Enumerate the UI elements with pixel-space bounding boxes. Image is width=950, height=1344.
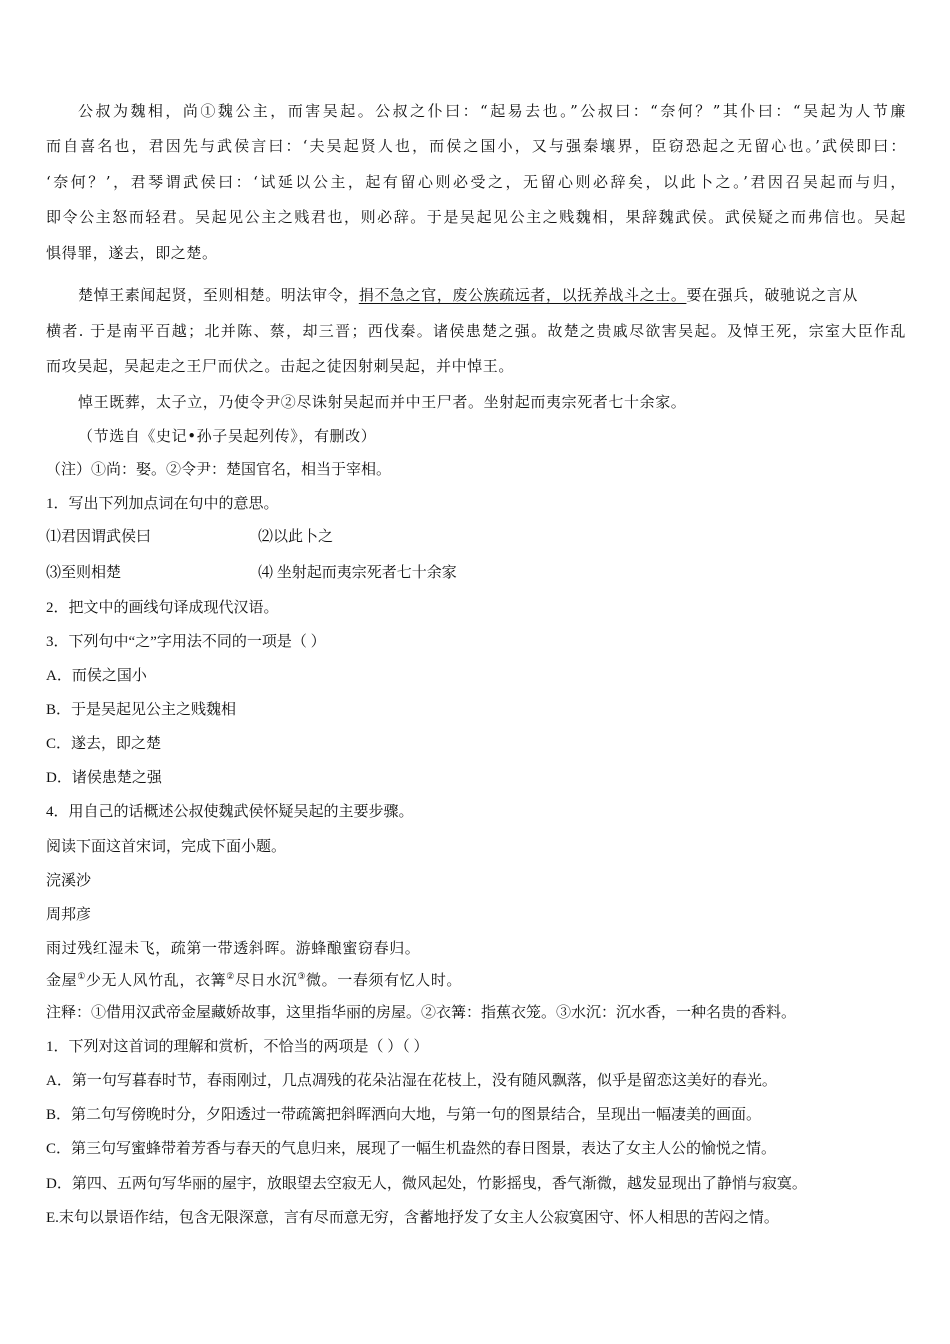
- underlined-sentence: 捐不急之官，废公族疏远者，以抚养战斗之士。: [358, 286, 687, 304]
- poem-line-1: 雨过残红湿未飞，疏第一带透斜晖。游蜂酿蜜窃春归。: [46, 939, 421, 957]
- poem-notes: 注释：①借用汉武帝金屋藏娇故事，这里指华丽的房屋。②衣篝：指蕉衣笼。③水沉：沉水香，一种名贵的香料。: [46, 1005, 797, 1021]
- question-1-item-c: ⑶至则相楚: [46, 565, 122, 581]
- poem-option-a: A．第一句写暮春时节，春雨刚过，几点凋残的花朵沾湿在花枝上，没有随风飘落，似乎是留恋这美好的春光。: [46, 1073, 777, 1089]
- poem-line-2-part-a: 金屋: [46, 971, 78, 989]
- poem-intro: 阅读下面这首宋词，完成下面小题。: [46, 839, 287, 855]
- poem-line-2-part-b: 少无人风竹乱，衣篝: [85, 971, 227, 989]
- passage-source: （节选自《史记•孙子吴起列传》，有删改）: [78, 427, 377, 445]
- passage-p2-line1-start: 楚悼王素闻起贤，至则相楚。明法审令，: [78, 286, 359, 304]
- poem-option-d: D．第四、五两句写华丽的屋宇，放眼望去空寂无人，微风起处，竹影摇曳，香气渐微，越发显现出了静悄与寂寞。: [46, 1176, 807, 1192]
- poem-line-2: [46, 970, 906, 990]
- passage-notes: （注）①尚：娶。②令尹：楚国官名，相当于宰相。: [46, 462, 392, 478]
- question-1-item-b: ⑵以此卜之: [258, 529, 334, 545]
- question-3-option-c: C．遂去，即之楚: [46, 736, 162, 752]
- question-3-option-a: A．而侯之国小: [46, 668, 147, 684]
- passage-p1-line3: ‘奈何？’，君琴谓武侯曰：‘试延以公主，起有留心则必受之，无留心则必辞矣，以此卜之。’君因召吴起而与归，: [46, 173, 906, 191]
- question-1: 1．写出下列加点词在句中的意思。: [46, 496, 279, 512]
- question-1-items-row1: [46, 527, 906, 547]
- passage-p1-line2: 而自喜名也，君因先与武侯言曰：‘夫吴起贤人也，而侯之国小，又与强秦壤界，臣窃恐起之无留心也。’武侯即曰：: [46, 137, 906, 155]
- question-1-item-a: ⑴君因谓武侯曰: [46, 529, 152, 545]
- question-3: 3．下列句中“之”字用法不同的一项是（ ）: [46, 634, 326, 650]
- poem-option-c: C．第三句写蜜蜂带着芳香与春天的气息归来，展现了一幅生机盎然的春日图景，表达了女主人公的愉悦之情。: [46, 1141, 777, 1157]
- footnote-mark-1: ①: [77, 972, 86, 982]
- poem-title: 浣溪沙: [46, 873, 92, 889]
- passage-p1-line4: 即令公主怒而轻君。吴起见公主之贱君也，则必辞。于是吴起见公主之贱魏相，果辞魏武侯。武侯疑之而弗信也。吴起: [46, 208, 906, 226]
- passage-p2-line2: 横者. 于是南平百越；北并陈、蔡，却三晋；西伐秦。诸侯患楚之强。故楚之贵戚尽欲害吴起。及悼王死，宗室大臣作乱: [46, 322, 906, 340]
- question-3-option-b: B．于是吴起见公主之贱魏相: [46, 702, 237, 718]
- poem-author: 周邦彦: [46, 907, 92, 923]
- question-3-option-d: D．诸侯患楚之强: [46, 770, 162, 786]
- question-1-item-d: ⑷ 坐射起而夷宗死者七十余家: [258, 565, 457, 581]
- question-1-items-row2: [46, 563, 906, 583]
- footnote-mark-3: ③: [297, 972, 307, 982]
- passage-p3-line1: 悼王既葬，太子立，乃使令尹②尽诛射吴起而并中王尸者。坐射起而夷宗死者七十余家。: [78, 393, 687, 411]
- passage-p2-line1-end: 要在强兵，破驰说之言从: [686, 286, 859, 304]
- poem-line-2-part-d: 微。一春须有忆人时。: [306, 971, 463, 989]
- poem-line-2-part-c: 尽日水沉: [234, 971, 298, 989]
- passage-p1-line5: 惧得罪，遂去，即之楚。: [46, 244, 218, 262]
- question-2: 2．把文中的画线句译成现代汉语。: [46, 600, 279, 616]
- passage-p2-line3: 而攻吴起，吴起走之王尸而伏之。击起之徒因射刺吴起，并中悼王。: [46, 357, 515, 375]
- passage-p2-line1: [78, 285, 906, 305]
- poem-question-1: 1．下列对这首词的理解和赏析，不恰当的两项是（ ）（ ）: [46, 1039, 429, 1055]
- poem-option-b: B．第二句写傍晚时分，夕阳透过一带疏篱把斜晖洒向大地，与第一句的图景结合，呈现出一幅凄美的画面。: [46, 1107, 762, 1123]
- question-4: 4．用自己的话概述公叔使魏武侯怀疑吴起的主要步骤。: [46, 804, 414, 820]
- passage-p1-line1: 公叔为魏相，尚①魏公主，而害吴起。公叔之仆曰：“起易去也。”公叔曰：“奈何？”其仆曰：“吴起为人节廉: [78, 102, 906, 120]
- poem-option-e: E.末句以景语作结，包含无限深意，言有尽而意无穷，含蓄地抒发了女主人公寂寞困守、怀人相思的苦闷之情。: [46, 1210, 779, 1226]
- footnote-mark-2: ②: [226, 972, 235, 982]
